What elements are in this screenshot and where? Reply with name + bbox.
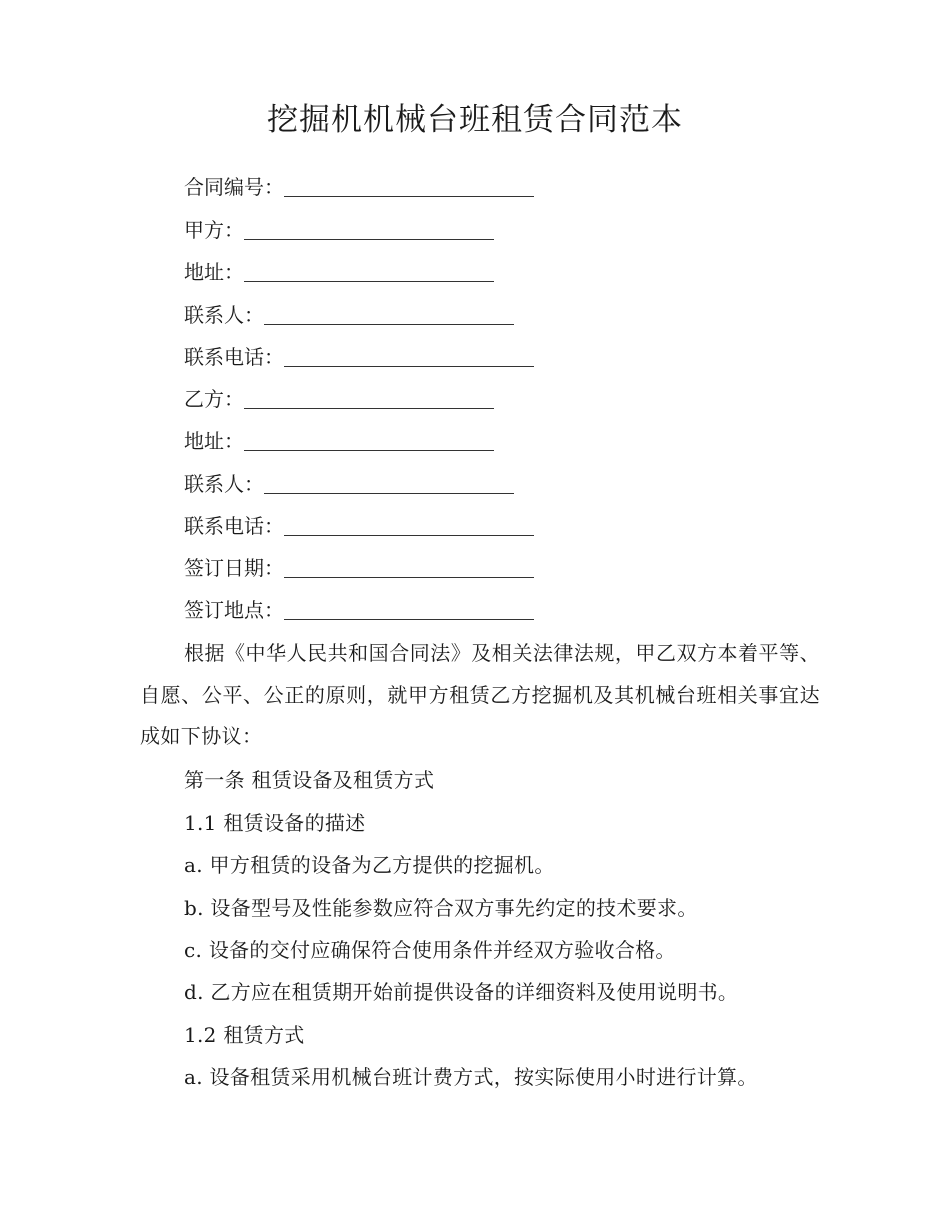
field-label: 乙方： xyxy=(184,387,244,411)
signing-date-blank xyxy=(284,555,534,578)
field-label: 联系人： xyxy=(184,472,264,496)
party-a-blank xyxy=(244,217,494,240)
field-party-a-address xyxy=(184,257,494,287)
party-b-blank xyxy=(244,386,494,409)
list-item: a. 甲方租赁的设备为乙方提供的挖掘机。 xyxy=(184,853,555,877)
signing-place-blank xyxy=(284,597,534,620)
party-a-contact-blank xyxy=(264,302,514,325)
field-party-a xyxy=(184,215,494,245)
party-a-phone-blank xyxy=(284,344,534,367)
party-b-contact-blank xyxy=(264,471,514,494)
list-item: d. 乙方应在租赁期开始前提供设备的详细资料及使用说明书。 xyxy=(184,980,739,1004)
field-party-b-contact xyxy=(184,469,514,499)
list-item: a. 设备租赁采用机械台班计费方式，按实际使用小时进行计算。 xyxy=(184,1065,758,1089)
section-1-1-heading: 1.1 租赁设备的描述 xyxy=(184,811,366,835)
field-label: 联系电话： xyxy=(184,514,284,538)
party-b-address-blank xyxy=(244,428,494,451)
field-label: 甲方： xyxy=(184,218,244,242)
party-a-address-blank xyxy=(244,259,494,282)
field-label: 联系电话： xyxy=(184,345,284,369)
section-1-2-heading: 1.2 租赁方式 xyxy=(184,1023,305,1047)
field-label: 合同编号： xyxy=(184,175,284,199)
field-party-a-contact xyxy=(184,300,514,330)
field-party-b xyxy=(184,384,494,414)
field-label: 地址： xyxy=(184,260,244,284)
contract-number-blank xyxy=(284,174,534,197)
article-1-heading: 第一条 租赁设备及租赁方式 xyxy=(184,768,435,792)
field-label: 地址： xyxy=(184,429,244,453)
intro-paragraph: 根据《中华人民共和国合同法》及相关法律法规，甲乙双方本着平等、自愿、公平、公正的原则，就甲方租赁乙方挖掘机及其机械台班相关事宜达成如下协议： xyxy=(140,641,820,748)
field-contract-number xyxy=(184,172,534,202)
field-party-a-phone xyxy=(184,342,534,372)
field-label: 联系人： xyxy=(184,303,264,327)
field-signing-date xyxy=(184,553,534,583)
field-label: 签订地点： xyxy=(184,598,284,622)
list-item: b. 设备型号及性能参数应符合双方事先约定的技术要求。 xyxy=(184,896,698,920)
field-signing-place xyxy=(184,595,534,625)
field-party-b-address xyxy=(184,426,494,456)
document-title: 挖掘机机械台班租赁合同范本 xyxy=(267,102,683,138)
party-b-phone-blank xyxy=(284,513,534,536)
field-label: 签订日期： xyxy=(184,556,284,580)
list-item: c. 设备的交付应确保符合使用条件并经双方验收合格。 xyxy=(184,938,676,962)
field-party-b-phone xyxy=(184,511,534,541)
